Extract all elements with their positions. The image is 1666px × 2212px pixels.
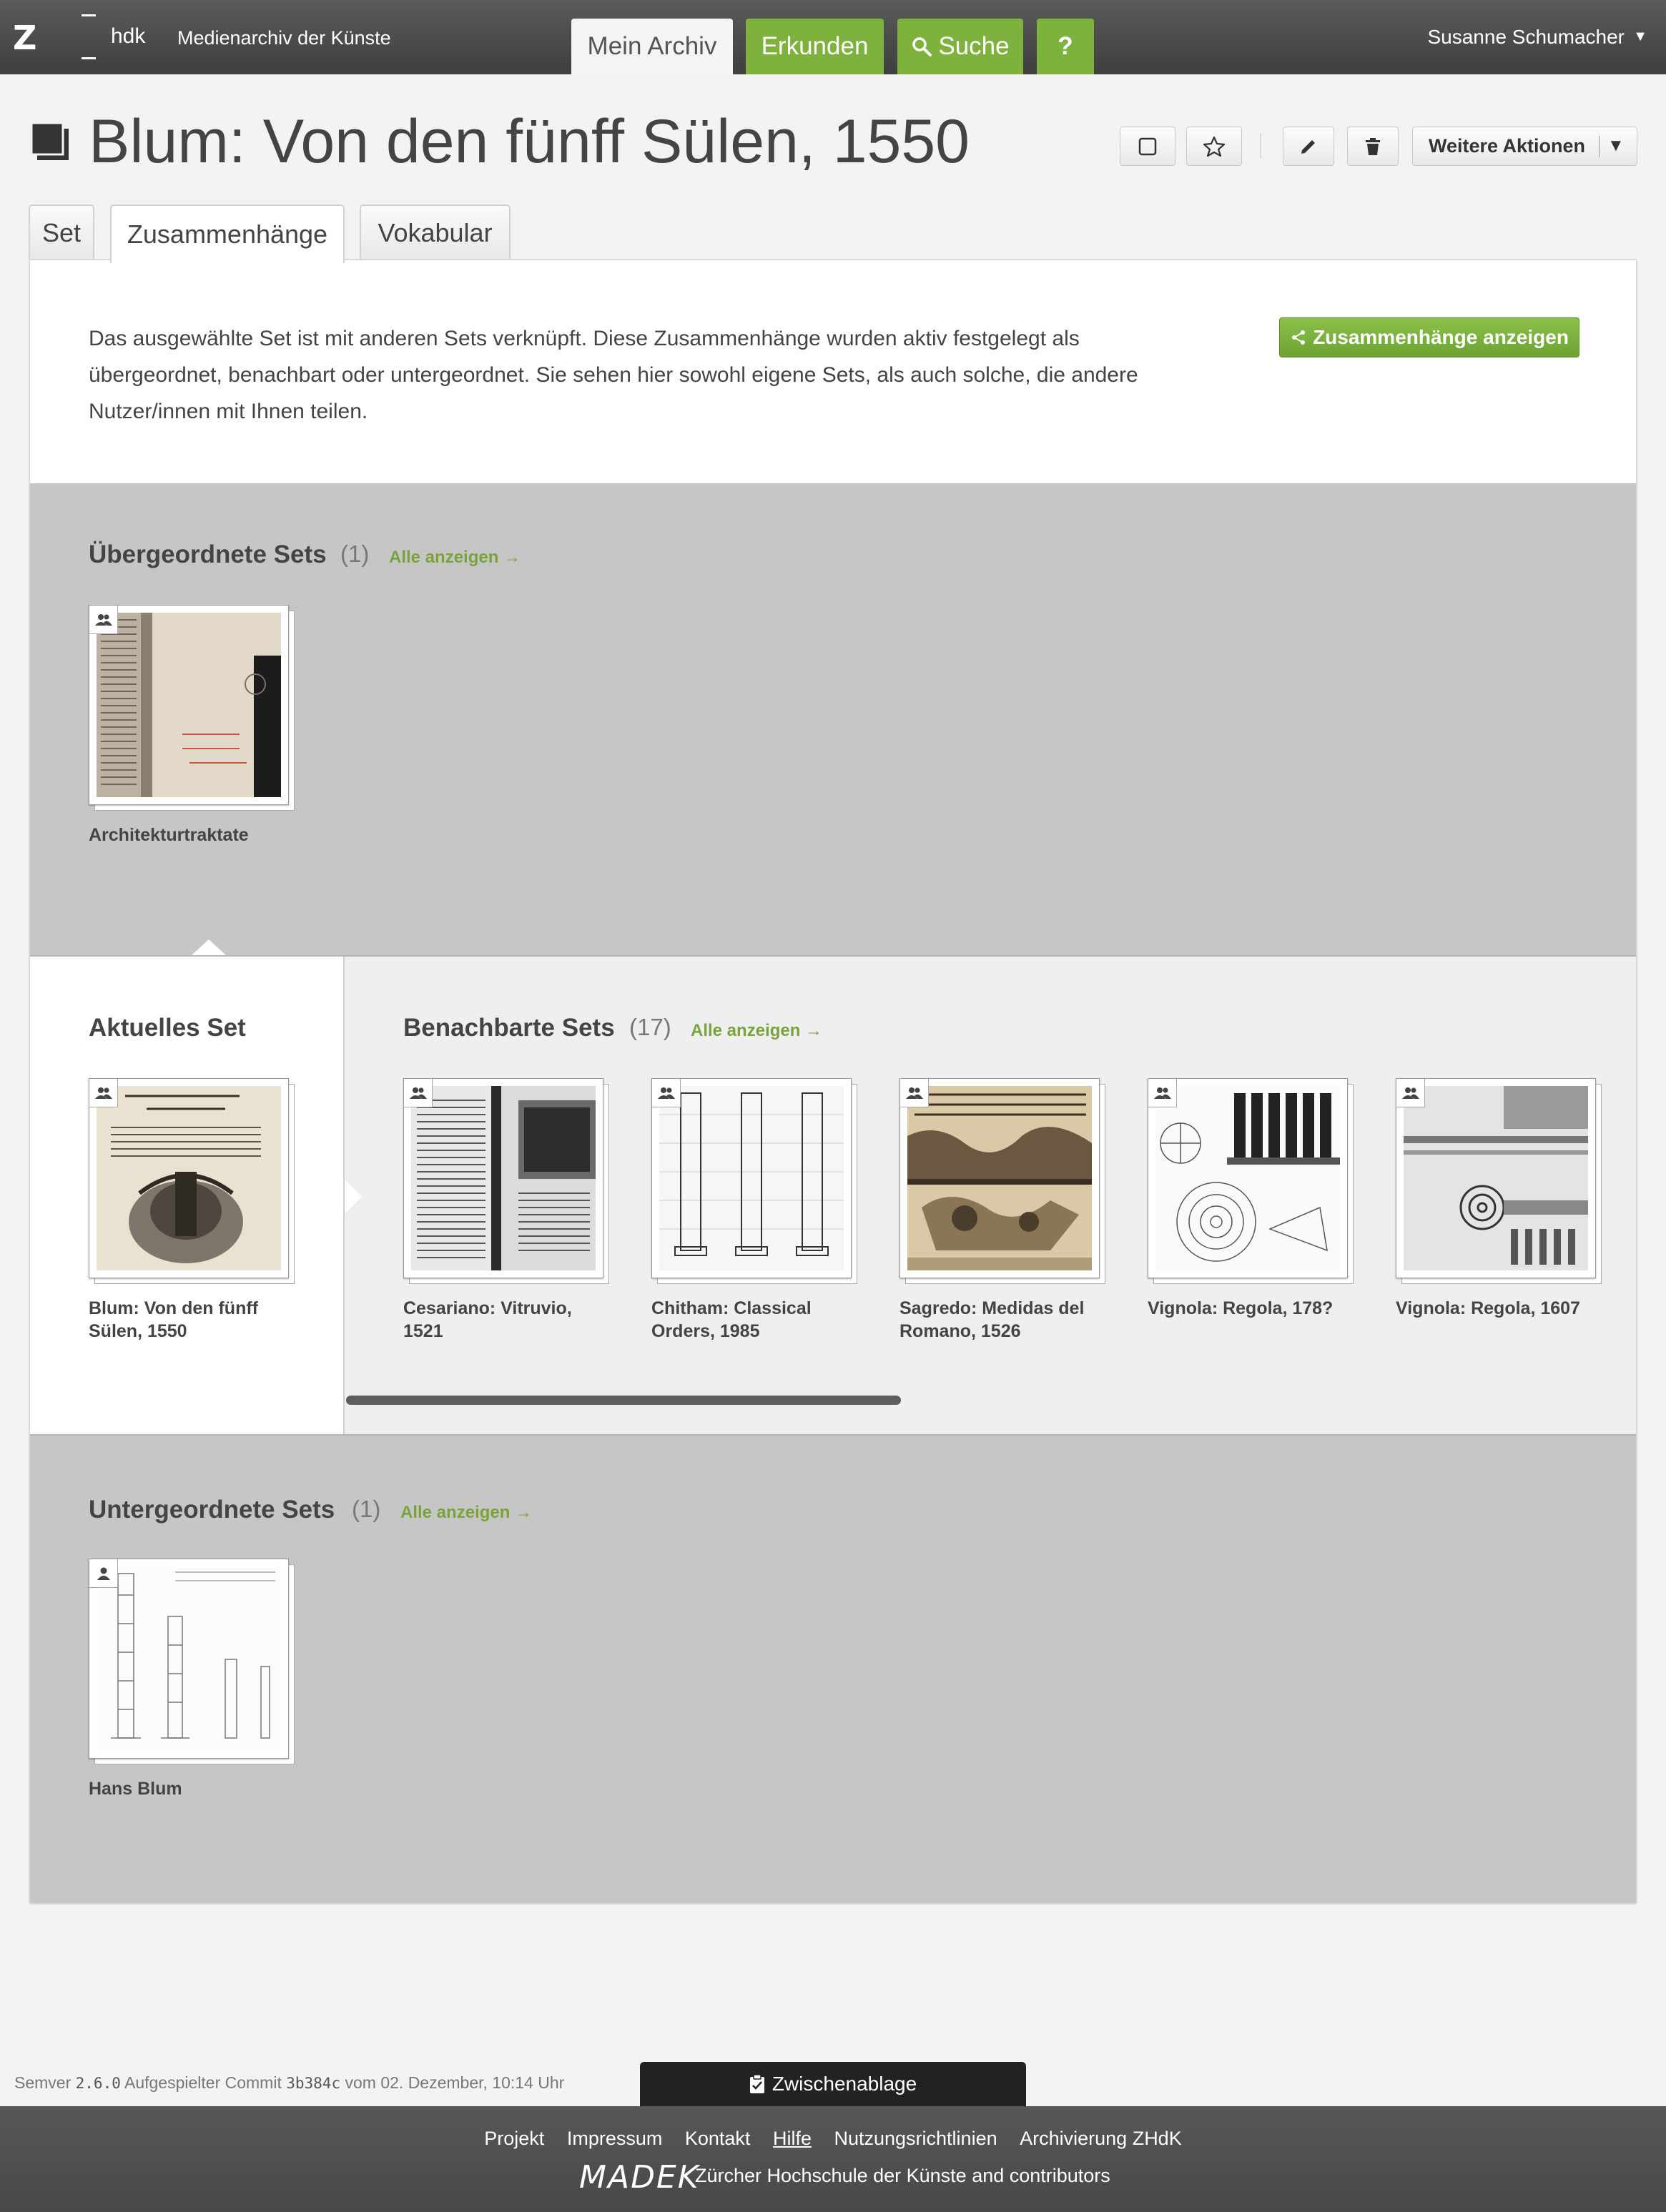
set-card-label[interactable]: Architekturtraktate	[89, 825, 249, 845]
group-icon	[900, 1079, 929, 1107]
set-card-label[interactable]: Sagredo: Medidas del Romano, 1526	[899, 1298, 1085, 1341]
commit-date: vom 02. Dezember, 10:14 Uhr	[345, 2073, 565, 2092]
tab-vokabular[interactable]: Vokabular	[360, 204, 511, 260]
star-icon	[1203, 135, 1226, 158]
parent-sets-count: (1)	[340, 540, 370, 567]
app-name[interactable]: Medienarchiv der Künste	[177, 27, 391, 49]
children-show-all-link[interactable]: Alle anzeigen →	[400, 1503, 533, 1522]
thumbnail-image	[659, 1086, 844, 1270]
set-card-label[interactable]: Cesariano: Vitruvio, 1521	[403, 1298, 572, 1341]
footer-link-nutzungsrichtlinien[interactable]: Nutzungsrichtlinien	[834, 2128, 997, 2149]
tab-zusammenhaenge[interactable]: Zusammenhänge	[110, 204, 345, 263]
relations-panel	[29, 259, 1637, 1905]
current-side-pointer	[345, 1180, 362, 1214]
nav-suche-label: Suche	[938, 32, 1010, 60]
trash-icon	[1364, 137, 1382, 157]
version-info	[14, 2073, 564, 2093]
favorite-button[interactable]	[1186, 127, 1242, 166]
footer-link-projekt[interactable]: Projekt	[484, 2128, 545, 2149]
sibling-sets-heading: Benachbarte Sets	[403, 1014, 615, 1042]
set-card-label[interactable]: Hans Blum	[89, 1779, 182, 1799]
set-card-label[interactable]: Vignola: Regola, 1607	[1396, 1298, 1580, 1318]
clipboard-icon	[749, 2074, 765, 2094]
intro-text: Das ausgewählte Set ist mit anderen Sets verknüpft. Diese Zusammenhänge wurden aktiv festgelegt als übergeordnet, benachbart oder untergeordnet. Sie sehen hier sowohl eigene Sets, als auch solche, die andere Nutzer/innen mit Ihnen teilen.	[89, 327, 1138, 423]
group-icon	[1396, 1079, 1425, 1107]
delete-button[interactable]	[1347, 127, 1399, 166]
parent-show-all-link[interactable]: Alle anzeigen →	[389, 548, 521, 567]
parent-sets-heading: Übergeordnete Sets	[89, 540, 327, 568]
semver-label: Semver	[14, 2073, 72, 2092]
select-button[interactable]	[1120, 127, 1175, 166]
footer-link-hilfe[interactable]: Hilfe	[772, 2128, 812, 2149]
logo-dash	[82, 14, 96, 16]
checkbox-icon	[1138, 137, 1157, 156]
child-sets-heading: Untergeordnete Sets	[89, 1496, 335, 1524]
clipboard-label: Zwischenablage	[772, 2073, 917, 2095]
footer-link-kontakt[interactable]: Kontakt	[684, 2128, 751, 2149]
thumbnail-image	[97, 613, 281, 797]
dropdown-divider	[1599, 136, 1600, 157]
child-sets-section	[30, 1436, 1637, 1905]
commit-label: Aufgespielter Commit	[124, 2073, 282, 2092]
set-card-label[interactable]: Vignola: Regola, 178?	[1148, 1298, 1334, 1318]
toolbar-divider	[1260, 133, 1261, 159]
footer-link-archivierung[interactable]: Archivierung ZHdK	[1020, 2128, 1182, 2149]
child-sets-count: (1)	[352, 1496, 381, 1522]
user-menu[interactable]: Susanne Schumacher	[1427, 26, 1625, 48]
logo-dash	[82, 57, 96, 59]
nav-erkunden[interactable]: Erkunden	[746, 19, 884, 74]
more-actions-label: Weitere Aktionen	[1429, 135, 1586, 157]
set-card-label[interactable]: Blum: Von den fünff Sülen, 1550	[89, 1298, 258, 1341]
set-thumbnail[interactable]	[403, 1078, 603, 1278]
set-thumbnail[interactable]	[89, 1559, 289, 1759]
horizontal-scrollbar[interactable]	[346, 1396, 901, 1405]
thumbnail-image	[97, 1566, 281, 1751]
nav-help[interactable]: ?	[1037, 19, 1094, 74]
share-icon	[1290, 329, 1307, 346]
set-thumbnail[interactable]	[1396, 1078, 1596, 1278]
show-relations-button[interactable]	[1279, 317, 1579, 357]
current-pointer	[192, 939, 226, 955]
caret-down-icon[interactable]: ▼	[1633, 29, 1647, 44]
semver-value: 2.6.0	[75, 2075, 121, 2092]
sibling-sets-count: (17)	[629, 1014, 671, 1040]
edit-button[interactable]	[1283, 127, 1334, 166]
group-icon	[89, 606, 118, 634]
set-thumbnail[interactable]	[899, 1078, 1100, 1278]
set-thumbnail[interactable]	[651, 1078, 852, 1278]
clipboard-button[interactable]	[640, 2062, 1026, 2106]
page-title: Blum: Von den fünff Sülen, 1550	[89, 107, 970, 176]
madek-logo[interactable]: MADEK	[579, 2159, 700, 2196]
logo-text[interactable]: hdk	[111, 24, 146, 48]
group-icon	[404, 1079, 433, 1107]
tab-set[interactable]: Set	[29, 204, 94, 260]
group-icon	[1148, 1079, 1177, 1107]
set-thumbnail[interactable]	[1148, 1078, 1348, 1278]
thumbnail-image	[411, 1086, 596, 1270]
commit-hash[interactable]: 3b384c	[286, 2075, 341, 2092]
current-set-section	[30, 957, 345, 1434]
pencil-icon	[1298, 137, 1318, 157]
nav-mein-archiv[interactable]: Mein Archiv	[571, 19, 733, 74]
group-icon	[652, 1079, 681, 1107]
set-thumbnail[interactable]	[89, 605, 289, 805]
footer-link-impressum[interactable]: Impressum	[566, 2128, 663, 2149]
thumbnail-image	[1404, 1086, 1588, 1270]
siblings-show-all-link[interactable]: Alle anzeigen →	[691, 1021, 823, 1040]
current-set-heading: Aktuelles Set	[89, 1014, 246, 1042]
thumbnail-image	[97, 1086, 281, 1270]
nav-suche[interactable]	[897, 19, 1023, 74]
top-navigation-bar	[0, 0, 1666, 74]
footer-credit: Zürcher Hochschule der Künste and contributors	[695, 2165, 1110, 2186]
caret-down-icon: ▼	[1607, 136, 1625, 155]
user-icon	[89, 1559, 118, 1588]
more-actions-dropdown[interactable]	[1412, 127, 1637, 166]
sibling-sets-section	[30, 955, 1637, 1436]
show-relations-label: Zusammenhänge anzeigen	[1313, 326, 1569, 348]
zhdk-logo[interactable]: Z	[13, 19, 37, 57]
group-icon	[89, 1079, 118, 1107]
thumbnail-image	[907, 1086, 1092, 1270]
set-icon	[30, 122, 70, 162]
thumbnail-image	[1155, 1086, 1340, 1270]
search-icon	[911, 36, 932, 57]
footer	[0, 2106, 1666, 2212]
footer-links	[0, 2128, 1666, 2150]
set-thumbnail[interactable]	[89, 1078, 289, 1278]
set-card-label[interactable]: Chitham: Classical Orders, 1985	[651, 1298, 812, 1341]
parent-sets-section	[30, 483, 1637, 955]
